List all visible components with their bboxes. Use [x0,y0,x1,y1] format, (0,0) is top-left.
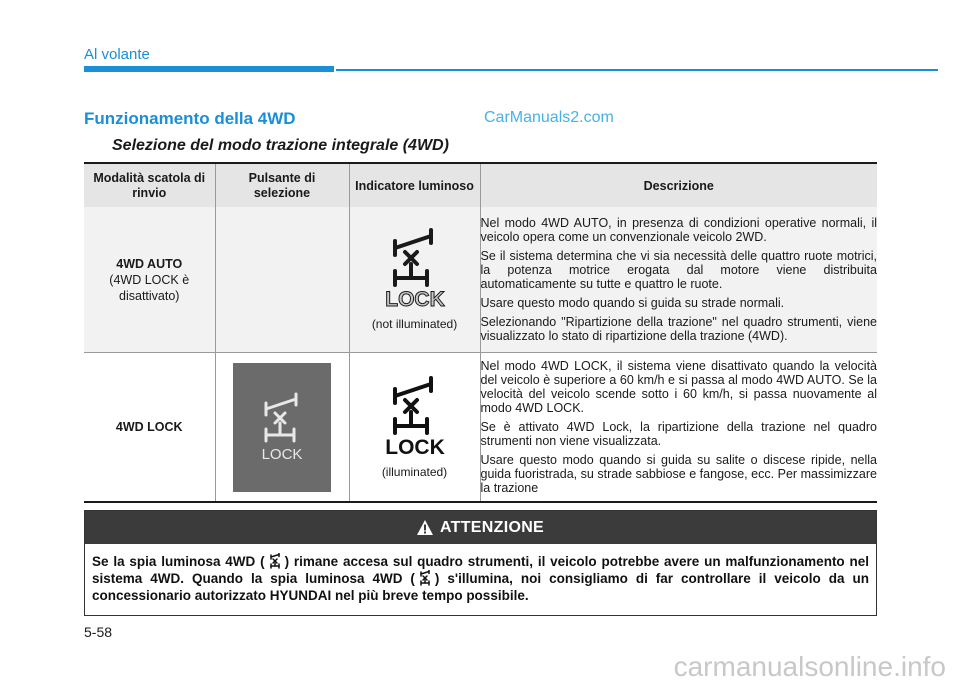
mode-table [84,162,877,503]
header-bar-thin [336,69,938,71]
warning-box [84,510,877,616]
header-indicator: Indicatore luminoso [349,163,480,207]
description-cell [480,353,877,503]
warning-text-part: ) s'illumina, noi consigliamo di far controllare il veicolo da un concessionario autorizzato HYUNDAI nel più breve tempo possibile. [92,571,869,603]
description-paragraph: Se è attivato 4WD Lock, la ripartizione della trazione nel quadro strumenti non viene visualizzata. [480,420,877,448]
page-heading: Funzionamento della 4WD [84,109,296,128]
warning-title: ATTENZIONE [439,518,545,536]
indicator-caption: (illuminated) [381,464,448,479]
indicator-cell [349,353,480,503]
indicator-lock-text: LOCK [384,435,445,458]
page-number: 5-58 [84,624,113,640]
mode-name: 4WD AUTO [116,256,183,271]
description-paragraph: Nel modo 4WD AUTO, in presenza di condizioni operative normali, il veicolo opera come un convenzionale veicolo 2WD. [480,216,877,244]
warning-text-part: Se la spia luminosa 4WD ( [92,554,265,569]
mode-note: (4WD LOCK è disattivato) [109,272,190,303]
table-row [84,207,877,353]
description-paragraph: Nel modo 4WD LOCK, il sistema viene disattivato quando la velocità del veicolo è superiore a 60 km/h e si passa al modo 4WD AUTO. Se la velocità del veicolo scende sotto i 60 km/h, si passa nuovamente al modo 4WD LOCK. [480,359,877,415]
indicator-caption: (not illuminated) [371,317,458,331]
header-button: Pulsante di selezione [215,163,349,207]
warning-triangle-icon [417,520,433,535]
4wd-lock-indicator-off-icon [383,228,447,310]
warning-text [85,544,876,604]
button-lock-text: LOCK [261,446,303,463]
description-paragraph: Se il sistema determina che vi sia necessità delle quattro ruote motrici, la potenza motrice erogata dal motore viene distribuita automaticamente su tutte e quattro le ruote. [480,249,877,291]
4wd-indicator-inline-icon [268,553,282,569]
table-header-row [84,163,877,207]
4wd-lock-button-icon [254,391,310,463]
watermark-top: CarManuals2.com [484,109,614,126]
section-label: Al volante [84,46,150,63]
header-mode: Modalità scatola di rinvio [84,163,215,207]
warning-header [85,511,876,544]
table-subheading: Selezione del modo trazione integrale (4WD) [112,137,449,154]
header-bar-thick [84,66,334,72]
button-cell [215,353,349,503]
button-cell-empty [215,207,349,353]
mode-name: 4WD LOCK [115,420,183,434]
4wd-lock-indicator-on-icon [383,376,447,458]
indicator-cell [349,207,480,353]
4wd-lock-button[interactable] [233,363,331,492]
description-paragraph: Usare questo modo quando si guida su strade normali. [480,296,785,310]
warning-text-part: ) rimane accesa sul quadro strumenti, il veicolo potrebbe avere un malfunzionamento nel sistema 4WD. Quando la spia luminosa 4WD ( [92,554,869,586]
watermark-bottom: carmanualsonline.info [673,651,946,682]
description-cell [480,207,877,353]
mode-cell [84,207,215,353]
description-paragraph: Usare questo modo quando si guida su salite o discese ripide, nella guida fuoristrada, su strade sabbiose e fangose, ecc. Per massimizzare la trazione [480,453,877,495]
description-paragraph: Selezionando "Ripartizione della trazione" nel quadro strumenti, viene visualizzato lo stato di ripartizione della trazione (4WD). [480,315,877,343]
header-description: Descrizione [480,163,877,207]
mode-cell [84,353,215,503]
4wd-indicator-inline-icon [418,570,432,586]
table-row [84,353,877,503]
indicator-lock-text: LOCK [384,288,445,310]
